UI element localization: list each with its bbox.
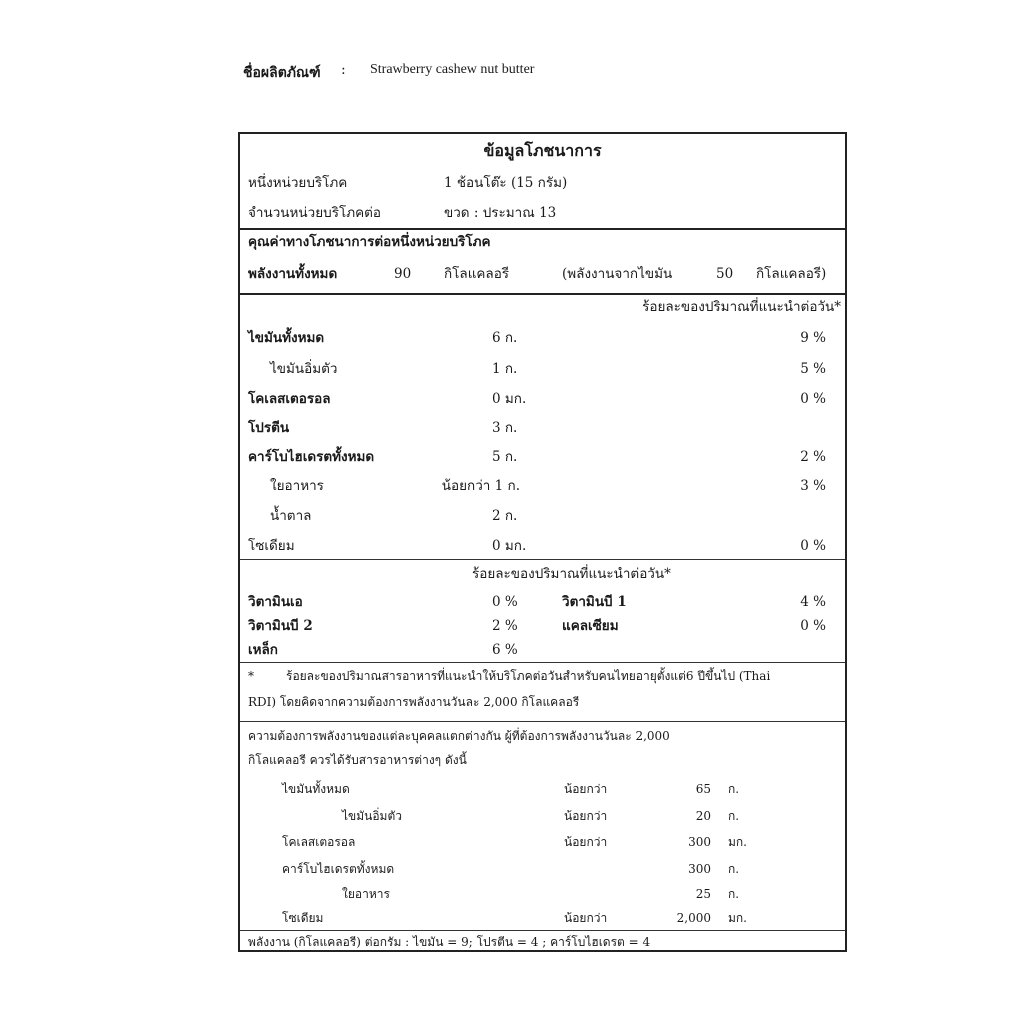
nutrient-amount-total-fat: 6 ก. [492, 330, 518, 346]
requirement-amount: 2,000 [676, 911, 711, 925]
servings-per-container-label: จำนวนหน่วยบริโภคต่อ [248, 205, 382, 221]
nutrient-name-carbohydrate: คาร์โบไฮเดรตทั้งหมด [248, 449, 375, 465]
nutrient-name-sodium: โซเดียม [248, 538, 295, 554]
requirement-qualifier: น้อยกว่า [564, 911, 608, 925]
vitamin-a-value: 0 % [492, 594, 518, 610]
divider [240, 228, 845, 230]
iron-value: 6 % [492, 642, 518, 658]
nutrition-facts-panel [238, 132, 847, 952]
divider [240, 721, 845, 722]
footnote-line-2: RDI) โดยคิดจากความต้องการพลังงานวันละ 2,000 กิโลแคลอรี [248, 695, 580, 709]
requirement-name: ใยอาหาร [342, 887, 390, 901]
requirement-qualifier: น้อยกว่า [564, 835, 608, 849]
nutrient-name-protein: โปรตีน [248, 420, 290, 436]
footnote-star: * [248, 669, 254, 683]
nutrient-amount-protein: 3 ก. [492, 420, 518, 436]
nutrient-amount-carbohydrate: 5 ก. [492, 449, 518, 465]
energy-per-gram-note: พลังงาน (กิโลแคลอรี) ต่อกรัม : ไขมัน = 9; โปรตีน = 4 ; คาร์โบไฮเดรต = 4 [248, 935, 651, 949]
energy-value: 90 [394, 266, 412, 282]
requirement-unit: ก. [728, 782, 740, 796]
nutrient-name-total-fat: ไขมันทั้งหมด [248, 330, 325, 346]
serving-size-label: หนึ่งหน่วยบริโภค [248, 175, 348, 191]
vitamin-b2-value: 2 % [492, 618, 518, 634]
nutrient-dv-carbohydrate: 2 % [800, 449, 826, 465]
nutrient-amount-saturated-fat: 1 ก. [492, 361, 518, 377]
requirement-amount: 300 [688, 862, 711, 876]
nutrient-name-sugar: น้ำตาล [270, 508, 312, 524]
vitamin-dv-heading: ร้อยละของปริมาณที่แนะนำต่อวัน* [472, 566, 671, 582]
nutrient-amount-fiber: น้อยกว่า 1 ก. [441, 478, 520, 494]
nutrient-amount-sodium: 0 มก. [492, 538, 527, 554]
divider [240, 930, 845, 931]
energy-from-fat-value: 50 [716, 266, 734, 282]
requirement-amount: 65 [695, 782, 711, 796]
nutrient-dv-total-fat: 9 % [800, 330, 826, 346]
requirement-amount: 300 [688, 835, 711, 849]
nutrient-name-cholesterol: โคเลสเตอรอล [248, 391, 331, 407]
nutrient-amount-sugar: 2 ก. [492, 508, 518, 524]
energy-label: พลังงานทั้งหมด [248, 266, 338, 282]
energy-from-fat-unit: กิโลแคลอรี) [756, 266, 827, 282]
nutrient-dv-cholesterol: 0 % [800, 391, 826, 407]
divider [240, 662, 845, 663]
energy-from-fat-label: (พลังงานจากไขมัน [562, 266, 673, 282]
calcium-label: แคลเซียม [562, 618, 619, 634]
panel-title: ข้อมูลโภชนาการ [483, 141, 602, 160]
nutrient-name-saturated-fat: ไขมันอิ่มตัว [270, 361, 338, 377]
requirement-unit: มก. [728, 911, 747, 925]
requirement-amount: 25 [695, 887, 711, 901]
vitamin-b1-value: 4 % [800, 594, 826, 610]
requirement-amount: 20 [695, 809, 711, 823]
requirement-name: โซเดียม [282, 911, 324, 925]
requirement-unit: มก. [728, 835, 747, 849]
vitamin-b1-label: วิตามินบี 1 [562, 594, 627, 610]
requirements-line-1: ความต้องการพลังงานของแต่ละบุคคลแตกต่างกัน ผู้ที่ต้องการพลังงานวันละ 2,000 [248, 729, 670, 743]
daily-value-heading: ร้อยละของปริมาณที่แนะนำต่อวัน* [642, 299, 841, 315]
product-name-value: Strawberry cashew nut butter [370, 62, 535, 77]
product-name-colon: : [341, 62, 346, 78]
divider [240, 559, 845, 560]
per-serving-heading: คุณค่าทางโภชนาการต่อหนึ่งหน่วยบริโภค [248, 234, 491, 250]
requirements-line-2: กิโลแคลอรี ควรได้รับสารอาหารต่างๆ ดังนี้ [248, 753, 467, 767]
servings-per-container-value: ขวด : ประมาณ 13 [444, 205, 557, 221]
calcium-value: 0 % [800, 618, 826, 634]
divider [240, 293, 845, 295]
product-name-label: ชื่อผลิตภัณฑ์ [243, 65, 321, 81]
nutrient-dv-fiber: 3 % [800, 478, 826, 494]
requirement-name: คาร์โบไฮเดรตทั้งหมด [282, 862, 395, 876]
nutrient-dv-saturated-fat: 5 % [800, 361, 826, 377]
iron-label: เหล็ก [248, 642, 278, 658]
vitamin-a-label: วิตามินเอ [248, 594, 303, 610]
nutrient-amount-cholesterol: 0 มก. [492, 391, 527, 407]
nutrient-name-fiber: ใยอาหาร [270, 478, 324, 494]
requirement-unit: ก. [728, 862, 740, 876]
requirement-qualifier: น้อยกว่า [564, 809, 608, 823]
serving-size-value: 1 ช้อนโต๊ะ (15 กรัม) [444, 175, 568, 191]
requirement-qualifier: น้อยกว่า [564, 782, 608, 796]
nutrient-dv-sodium: 0 % [800, 538, 826, 554]
footnote-line-1: ร้อยละของปริมาณสารอาหารที่แนะนำให้บริโภคต่อวันสำหรับคนไทยอายุตั้งแต่6 ปีขึ้นไป (Thai [286, 669, 771, 683]
requirement-name: ไขมันอิ่มตัว [342, 809, 402, 823]
energy-unit: กิโลแคลอรี [444, 266, 510, 282]
requirement-unit: ก. [728, 809, 740, 823]
requirement-name: โคเลสเตอรอล [282, 835, 356, 849]
requirement-name: ไขมันทั้งหมด [282, 782, 350, 796]
requirement-unit: ก. [728, 887, 740, 901]
vitamin-b2-label: วิตามินบี 2 [248, 618, 313, 634]
